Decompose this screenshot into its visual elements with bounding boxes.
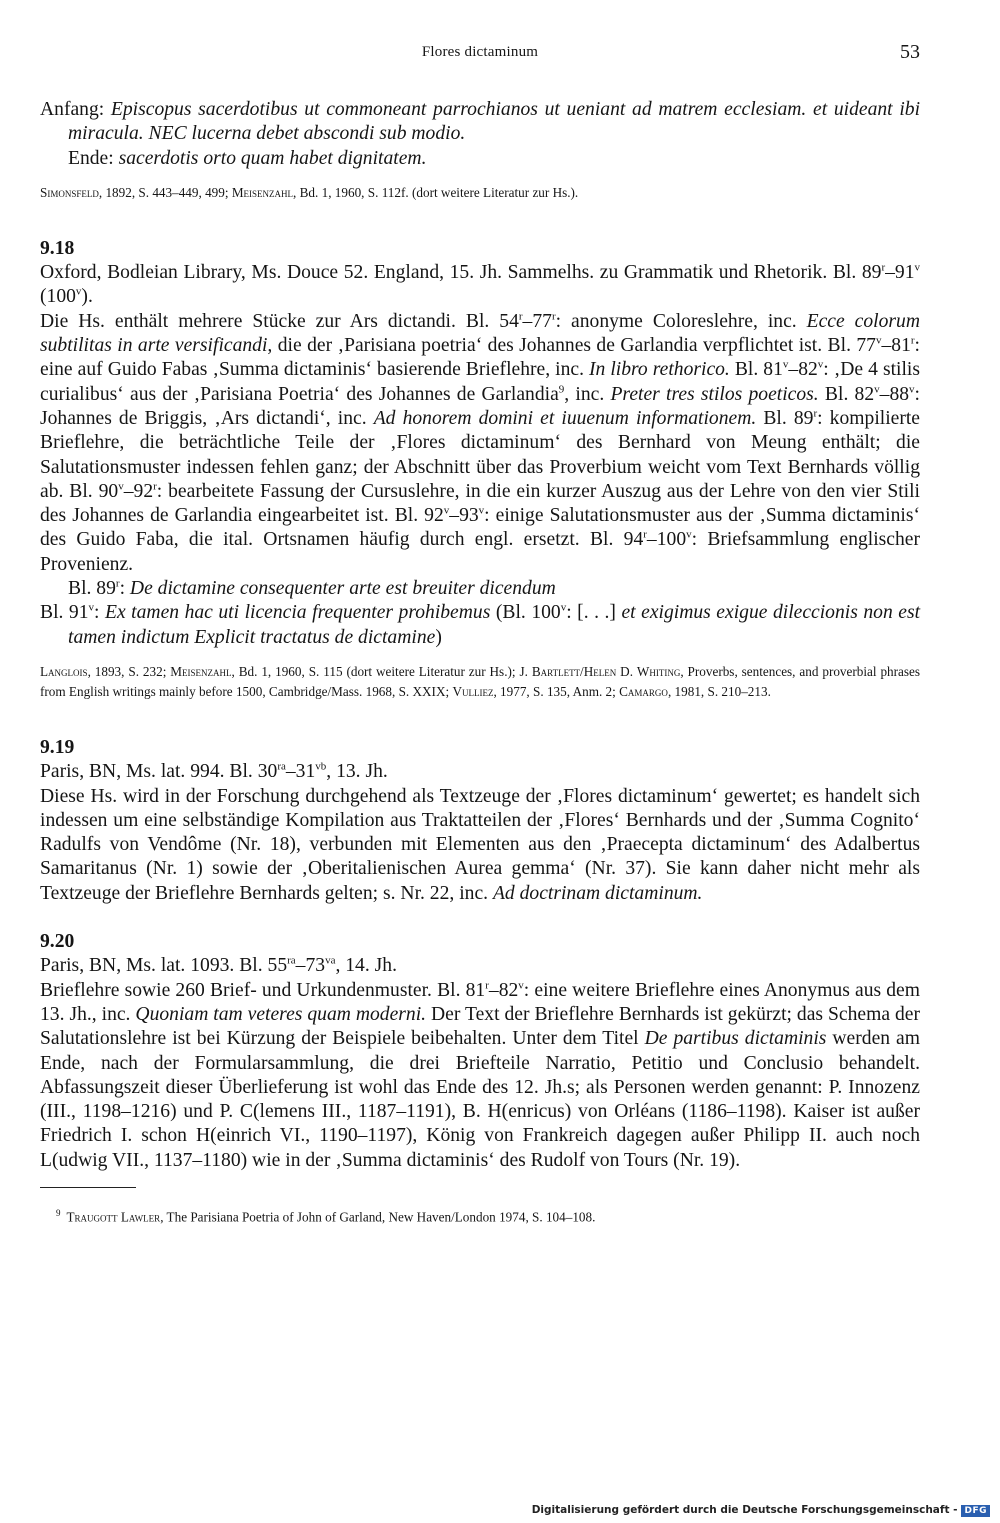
section-heading: 9.20 <box>40 931 75 953</box>
text: werden am Ende, nach der Formularsammlung, die drei Briefteile Narratio, Petitio und Conclusio behandelt. Abfassungszeit dieser Überlieferung ist wohl das Ende des 12. Jh.s; als Personen werden genannt: P. Innozenz (III., 1198–1216) und P. C(lemens III., 1187–1191), B. H(enricus) von Orléans (1186–1198). Kaiser ist außer Friedrich I. schon H(einrich VI., 1190–1197), König von Frankreich dagegen außer Philipp II. auch noch L(udwig VII., 1137–1180) wie in der ‚Summa dictaminis‘ des Rudolf von Tours (Nr. 19). <box>40 1028 920 1171</box>
text: , 13. Jh. <box>326 761 388 783</box>
text: : einige Salutationsmuster aus der ‚Summa dictaminis‘ des Guido Faba, die ital. Ortsnamen häufig durch engl. ersetzt. Bl. 94 <box>40 505 920 551</box>
explicit: et exigimus exigue dileccionis non est tamen indictum Explicit tractatus de dictamine <box>68 602 921 648</box>
text: –82 <box>488 979 519 1001</box>
shelfmark <box>40 760 920 784</box>
text: Oxford, Bodleian Library, Ms. Douce 52. England, 15. Jh. Sammelhs. zu Grammatik und Rhetorik. Bl. 89 <box>40 262 882 284</box>
text: : anonyme Coloreslehre, inc. <box>555 310 807 332</box>
text: –73 <box>295 955 326 977</box>
sup: v <box>686 528 692 541</box>
incipit: Ecce colorum subtilitas in arte versificandi, <box>40 310 920 357</box>
shelfmark <box>40 261 920 310</box>
author-name: Langlois <box>40 663 88 679</box>
text: –88 <box>879 383 910 405</box>
text: –31 <box>285 761 316 783</box>
author-name: Vulliez <box>452 683 494 699</box>
title: De partibus dictaminis <box>644 1028 827 1050</box>
incipit: Preter tres stilos poeticos. <box>610 383 819 405</box>
incipit-line <box>40 577 920 601</box>
sup: r <box>551 310 556 323</box>
description <box>40 310 920 577</box>
text: : Johannes de Briggis, ‚Ars dictandi‘, inc. <box>40 383 920 429</box>
dfg-credit <box>532 1504 990 1517</box>
anfang-line <box>40 98 920 147</box>
sup: v <box>909 383 915 396</box>
author-name: Camargo <box>619 683 668 699</box>
section-heading: 9.18 <box>40 237 75 259</box>
anfang-label: Anfang: <box>40 99 111 120</box>
author-name: Meisenzahl <box>170 663 232 679</box>
text: –93 <box>449 505 479 527</box>
text: (100 <box>40 286 76 308</box>
text: , 14. Jh. <box>335 955 397 977</box>
sup: r <box>881 261 886 274</box>
ende-line <box>40 147 920 171</box>
dfg-logo-icon: DFG <box>961 1505 990 1517</box>
text: Bl. 89 <box>68 578 116 600</box>
sup: r <box>485 979 489 992</box>
text: Bl. 91 <box>40 602 89 624</box>
text: (Bl. 100 <box>490 602 561 624</box>
footnote-ref: 9 <box>558 383 565 396</box>
text: : ‚De 4 stilis curialibus‘ aus der ‚Parisiana Poetria‘ des Johannes de Garlandia <box>40 359 920 405</box>
incipit: Ad honorem domini et iuuenum informationem. <box>373 407 757 429</box>
footnote-rule <box>40 1187 136 1188</box>
sup: ra <box>277 760 286 773</box>
text: Diese Hs. wird in der Forschung durchgehend als Textzeuge der ‚Flores dictaminum‘ gewertet; es handelt sich indessen um eine selbständige Kompilation aus Traktatteilen der ‚Flores‘ Bernhards und der ‚Summa Cognito‘ Radulfs von Vendôme (Nr. 18), verbunden mit Elementen aus den ‚Praecepta dictaminum‘ des Adalbertus Samaritanus (Nr. 1) sowie der ‚Oberitalienischen Aurea gemma‘ (Nr. 37). Sie kann daher nicht mehr als Textzeuge der Brieflehre Bernhards gelten; s. Nr. 22, inc. <box>40 785 920 904</box>
text: : [. . .] <box>566 602 622 624</box>
sup: v <box>817 358 824 371</box>
lit-text: D. <box>616 663 637 679</box>
text: Die Hs. enthält mehrere Stücke zur Ars dictandi. Bl. 54 <box>40 310 519 332</box>
text: : eine auf Guido Fabas ‚Summa dictaminis‘ basierende Brieflehre, inc. <box>40 335 920 381</box>
incipit: De dictamine consequenter arte est breuiter dicendum <box>129 578 556 600</box>
footnote-text: , The Parisiana Poetria of John of Garland, New Haven/London 1974, S. 104–108. <box>160 1209 596 1225</box>
sup: v <box>914 261 920 274</box>
sup: v <box>88 601 95 614</box>
body-text <box>40 98 920 1226</box>
sup: v <box>560 601 567 614</box>
text: Brieflehre sowie 260 Brief- und Urkundenmuster. Bl. 81 <box>40 979 486 1001</box>
text: Bl. 81 <box>729 359 783 381</box>
literature-note <box>40 662 920 702</box>
sup: r <box>518 310 523 323</box>
running-head <box>40 41 920 68</box>
sup: v <box>118 480 124 493</box>
author-name: Traugott Lawler <box>66 1209 161 1225</box>
section-heading: 9.19 <box>40 736 75 758</box>
text: ). <box>81 286 93 308</box>
incipit: Quoniam tam veteres quam moderni. <box>135 1003 427 1025</box>
sup: v <box>518 979 524 992</box>
incipit: In libro rethorico. <box>589 359 730 381</box>
text: : kompilierte Brieflehre, die beträchtliche Teile der ‚Flores dictaminum‘ des Bernhard von Meung enthält; die Salutationsmuster indessen fehlen ganz; der Abschnitt über das Proverbium weicht vom Text Bernhards völlig ab. Bl. 90 <box>40 407 921 502</box>
text: : eine weitere Brieflehre eines Anonymus aus dem 13. Jh., inc. <box>40 979 920 1025</box>
incipit: Ad doctrinam dictaminum. <box>492 882 703 904</box>
sup: v <box>478 504 485 517</box>
text: : <box>119 578 130 600</box>
text: –91 <box>885 262 915 284</box>
sup: vb <box>315 760 327 773</box>
sup: r <box>910 334 915 347</box>
description <box>40 785 920 906</box>
lit-text: , Bd. 1, 1960, S. 112f. (dort weitere Literatur zur Hs.). <box>293 184 579 200</box>
description <box>40 979 920 1173</box>
literature-note <box>40 183 920 203</box>
text: –92 <box>123 480 154 502</box>
author-name: Simonsfeld <box>40 184 99 200</box>
sup: v <box>75 285 82 298</box>
explicit-line <box>40 601 920 650</box>
author-name: Meisenzahl <box>231 184 294 200</box>
author-name: Bartlett/Helen <box>531 663 617 679</box>
sup: v <box>874 383 880 396</box>
incipit: Ex tamen hac uti licencia frequenter prohibemus <box>105 602 491 624</box>
ende-text: sacerdotis orto quam habet dignitatem. <box>118 147 427 169</box>
text: Bl. 82 <box>818 383 875 405</box>
sup: va <box>325 954 336 967</box>
lit-text: , Bd. 1, 1960, S. 115 (dort weitere Literatur zur Hs.); J. <box>231 663 532 679</box>
lit-text: , 1892, S. 443–449, 499; <box>98 184 232 200</box>
sup: r <box>813 407 818 420</box>
sup: ra <box>287 954 296 967</box>
sup: v <box>443 504 450 517</box>
sup: r <box>153 480 157 493</box>
text: Paris, BN, Ms. lat. 1093. Bl. 55 <box>40 955 288 977</box>
page-number: 53 <box>900 41 920 63</box>
lit-text: , 1893, S. 232; <box>87 663 171 679</box>
lit-text: , Proverbs, sentences, and proverbial phrases from English writings mainly before 1500, Cambridge/Mass. 1968, S. XXIX; <box>40 663 921 699</box>
running-title: Flores dictaminum <box>421 44 539 60</box>
shelfmark <box>40 954 920 978</box>
text: –82 <box>788 359 818 381</box>
footnote <box>40 1204 920 1226</box>
text: die der ‚Parisiana poetria‘ des Johannes de Garlandia verpflichtet ist. Bl. 77 <box>272 335 876 357</box>
text: –100 <box>646 529 687 551</box>
text: Paris, BN, Ms. lat. 994. Bl. 30 <box>40 761 278 783</box>
anfang-text: Episcopus sacerdotibus ut commoneant parrochianos ut ueniant ad matrem ecclesiam. et uideant ibi miracula. NEC lucerna debet abscondi sub modio. <box>68 99 921 145</box>
text: Bl. 89 <box>756 407 814 429</box>
lit-text: , 1981, S. 210–213. <box>667 683 771 699</box>
text: –81 <box>881 335 911 357</box>
text: Der Text der Brieflehre Bernhards ist gekürzt; das Schema der Salutationslehre ist bei Kürzung der Beispiele beibehalten. Unter dem Titel <box>40 1003 920 1050</box>
text: : Briefsammlung englischer Provenienz. <box>40 529 921 575</box>
lit-text: , 1977, S. 135, Anm. 2; <box>493 683 620 699</box>
text: –77 <box>522 310 552 332</box>
text: : <box>94 602 105 624</box>
sup: r <box>643 528 647 541</box>
author-name: Whiting <box>636 663 681 679</box>
ende-label: Ende: <box>68 147 119 169</box>
sup: r <box>115 577 120 590</box>
text: , inc. <box>564 383 611 405</box>
sup: v <box>875 334 882 347</box>
text: ) <box>435 626 442 648</box>
text: : bearbeitete Fassung der Cursuslehre, in die ein kurzer Auszug aus der Lehre von den vier Stili des Johannes de Garlandia eingearbeitet ist. Bl. 92 <box>40 480 920 527</box>
dfg-credit-text: Digitalisierung gefördert durch die Deutsche Forschungsgemeinschaft - <box>531 1504 958 1516</box>
footnote-number: 9 <box>56 1207 61 1218</box>
sup: v <box>782 358 789 371</box>
